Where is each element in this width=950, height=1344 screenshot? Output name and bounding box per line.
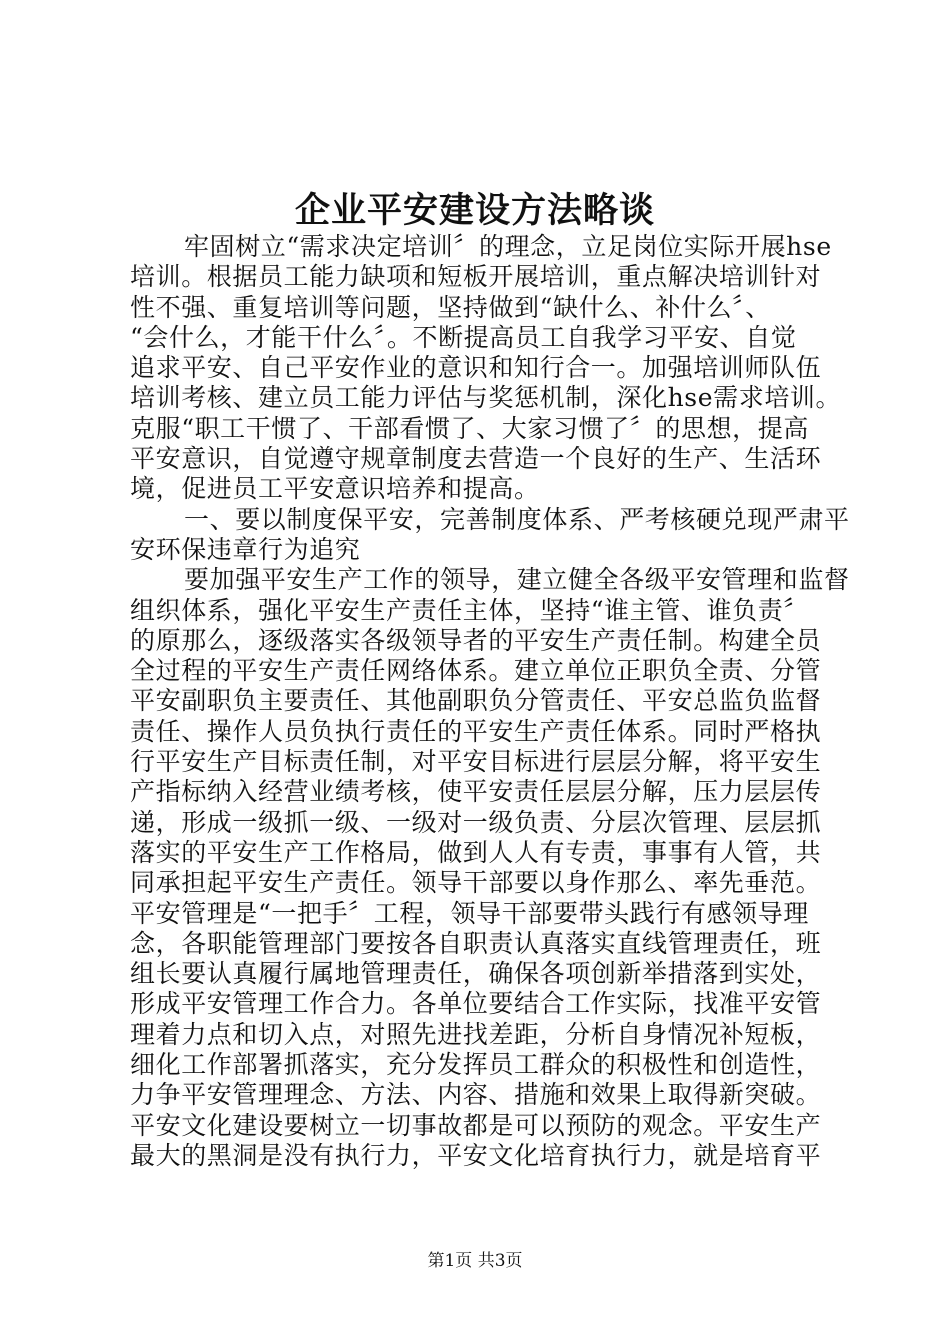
text-line: 组织体系，强化平安生产责任主体，坚持“谁主管、谁负责〞 bbox=[130, 595, 809, 625]
text-line: 平安管理是“一把手〞工程，领导干部要带头践行有感领导理 bbox=[130, 898, 809, 928]
text-line: 理着力点和切入点，对照先进找差距，分析自身情况补短板， bbox=[130, 1019, 822, 1049]
text-line: 责任、操作人员负执行责任的平安生产责任体系。同时严格执 bbox=[130, 716, 822, 746]
text-line: 平安意识，自觉遵守规章制度去营造一个良好的生产、生活环 bbox=[130, 444, 822, 474]
text-line: 最大的黑洞是没有执行力，平安文化培育执行力，就是培育平 bbox=[130, 1140, 822, 1170]
text-line: 产指标纳入经营业绩考核，使平安责任层层分解，压力层层传 bbox=[130, 777, 822, 807]
text-line: 力争平安管理理念、方法、内容、措施和效果上取得新突破。 bbox=[130, 1080, 822, 1110]
text-line: 组长要认真履行属地管理责任，确保各项创新举措落到实处， bbox=[130, 959, 822, 989]
text-line: 追求平安、自己平安作业的意识和知行合一。加强培训师队伍 bbox=[130, 353, 822, 383]
text-line: 落实的平安生产工作格局，做到人人有专责，事事有人管，共 bbox=[130, 837, 822, 867]
text-line: 的原那么，逐级落实各级领导者的平安生产责任制。构建全员 bbox=[130, 625, 822, 655]
text-line: 形成平安管理工作合力。各单位要结合工作实际，找准平安管 bbox=[130, 989, 822, 1019]
text-line: 境，促进员工平安意识培养和提高。 bbox=[130, 474, 540, 504]
text-line: 性不强、重复培训等问题，坚持做到“缺什么、补什么〞、 bbox=[130, 292, 771, 322]
text-line: 培训考核、建立员工能力评估与奖惩机制，深化hse需求培训。 bbox=[130, 383, 842, 413]
text-line: 牢固树立“需求决定培训〞的理念，立足岗位实际开展hse bbox=[184, 232, 832, 261]
text-line: 平安副职负主要责任、其他副职负分管责任、平安总监负监督 bbox=[130, 686, 822, 716]
text-line: 念，各职能管理部门要按各自职责认真落实直线管理责任，班 bbox=[130, 928, 822, 958]
text-line: 克服“职工干惯了、干部看惯了、大家习惯了〞的思想，提高 bbox=[130, 413, 809, 443]
text-line: 细化工作部署抓落实，充分发挥员工群众的积极性和创造性， bbox=[130, 1050, 822, 1080]
text-line: 培训。根据员工能力缺项和短板开展培训，重点解决培训针对 bbox=[130, 262, 822, 292]
section-heading-line: 安环保违章行为追究 bbox=[130, 534, 361, 564]
document-body bbox=[130, 232, 850, 1171]
text-line: 行平安生产目标责任制，对平安目标进行层层分解，将平安生 bbox=[130, 747, 822, 777]
text-line: 递，形成一级抓一级、一级对一级负责、分层次管理、层层抓 bbox=[130, 807, 822, 837]
text-line: 要加强平安生产工作的领导，建立健全各级平安管理和监督 bbox=[184, 565, 850, 595]
page-number-footer: 第1页 共3页 bbox=[427, 1251, 523, 1271]
text-line: 同承担起平安生产责任。领导干部要以身作那么、率先垂范。 bbox=[130, 868, 822, 898]
text-line: “会什么，才能干什么〞。不断提高员工自我学习平安、自觉 bbox=[130, 322, 797, 352]
document-title: 企业平安建设方法略谈 bbox=[294, 190, 655, 231]
section-heading-line: 一、要以制度保平安，完善制度体系、严考核硬兑现严肃平 bbox=[184, 504, 850, 534]
text-line: 全过程的平安生产责任网络体系。建立单位正职负全责、分管 bbox=[130, 656, 822, 686]
text-line: 平安文化建设要树立一切事故都是可以预防的观念。平安生产 bbox=[130, 1110, 822, 1140]
